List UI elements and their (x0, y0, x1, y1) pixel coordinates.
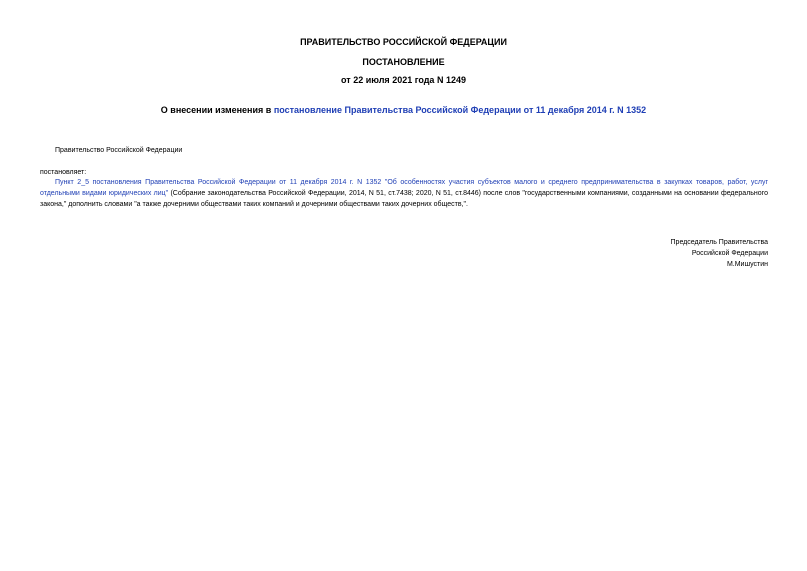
document-subject (0, 105, 807, 116)
org-title: ПРАВИТЕЛЬСТВО РОССИЙСКОЙ ФЕДЕРАЦИИ (300, 37, 507, 47)
signature-title: Председатель Правительства (670, 239, 768, 246)
issuer-text: Правительство Российской Федерации (55, 147, 183, 154)
subject-link[interactable]: постановление Правительства Российской Федерации от 11 декабря 2014 г. N 1352 (273, 105, 647, 115)
signature-block (671, 237, 768, 270)
document-date: от 22 июля 2021 года N 1249 (341, 75, 466, 85)
subject-prefix: О внесении изменения в (160, 105, 274, 115)
body-link[interactable]: Пункт 2_5 постановления Правительства Российской Федерации от 11 декабря 2014 г. N 1352 "Об особенностях участия субъектов малого и среднего предпринимательства в закупках товаров, работ, услуг отдельными видами юридических лиц" (40, 179, 768, 197)
body-paragraph (40, 177, 768, 210)
body-text: (Собрание законодательства Российской Федерации, 2014, N 51, ст.7438; 2020, N 51, ст.8446) после слов "государственными компаниями, созданными на основании федерального закона," дополнить словами "а также дочерними обществами таких компаний и дочерними обществами таких дочерних обществ,". (40, 190, 768, 208)
resolves-text: постановляет: (40, 169, 87, 176)
signature-name: М.Мишустин (726, 261, 768, 268)
signature-org: Российской Федерации (691, 250, 768, 257)
document-type: ПОСТАНОВЛЕНИЕ (362, 57, 445, 67)
